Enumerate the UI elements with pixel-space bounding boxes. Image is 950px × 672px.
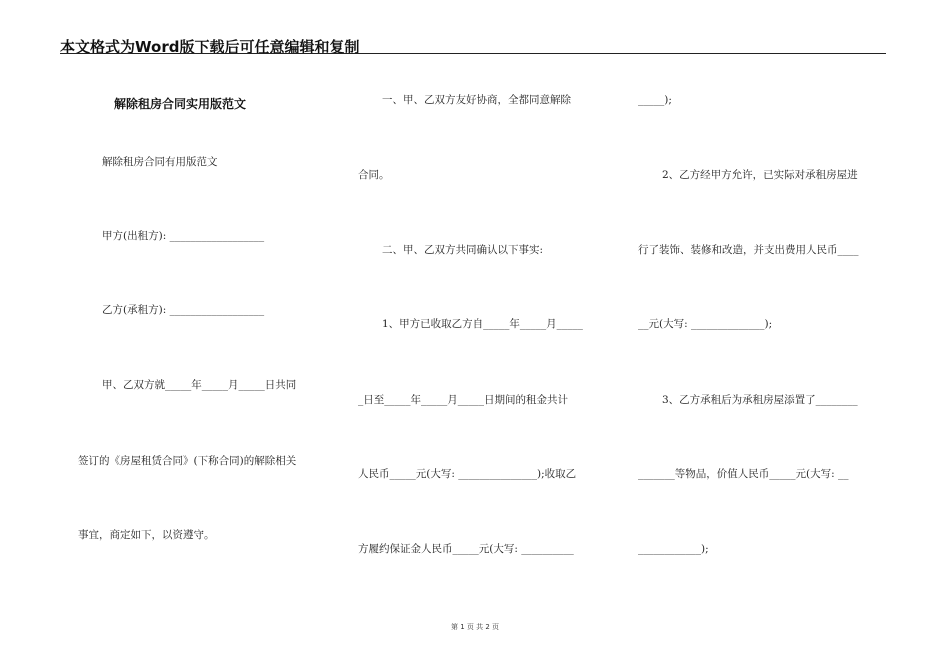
paragraph-line: 2、乙方经甲方允许，已实际对承租房屋进 bbox=[662, 169, 858, 181]
party-a-line: 甲方(出租方): __________________ bbox=[102, 230, 265, 242]
paragraph-line: _____); bbox=[638, 94, 672, 106]
paragraph-line: 合同。 bbox=[358, 169, 390, 181]
document-title: 解除租房合同实用版范文 bbox=[114, 97, 247, 111]
paragraph-line: 1、甲方已收取乙方自_____年_____月_____ bbox=[382, 318, 583, 330]
paragraph-line: 事宜，商定如下，以资遵守。 bbox=[78, 529, 215, 541]
paragraph-line: __元(大写: ______________); bbox=[638, 318, 773, 330]
party-b-line: 乙方(承租方): __________________ bbox=[102, 304, 265, 316]
paragraph-line: 人民币_____元(大写: _______________);收取乙 bbox=[358, 468, 577, 480]
header-divider bbox=[60, 53, 886, 54]
paragraph-line: 解除租房合同有用版范文 bbox=[102, 156, 218, 168]
page-header: 本文格式为Word版下载后可任意编辑和复制 bbox=[60, 38, 360, 56]
paragraph-line: ____________); bbox=[638, 543, 709, 555]
page-number: 第 1 页 共 2 页 bbox=[450, 623, 500, 631]
paragraph-line: 一、甲、乙双方友好协商，全都同意解除 bbox=[382, 94, 571, 106]
paragraph-line: 方履约保证金人民币_____元(大写: __________ bbox=[358, 543, 574, 555]
paragraph-line: 行了装饰、装修和改造，并支出费用人民币____ bbox=[638, 244, 859, 256]
paragraph-line: 签订的《房屋租赁合同》(下称合同)的解除相关 bbox=[78, 455, 297, 467]
paragraph-line: _______等物品，价值人民币_____元(大写: __ bbox=[638, 468, 849, 480]
paragraph-line: _日至_____年_____月_____日期间的租金共计 bbox=[358, 394, 568, 406]
paragraph-line: 甲、乙双方就_____年_____月_____日共同 bbox=[102, 379, 297, 391]
paragraph-line: 3、乙方承租后为承租房屋添置了________ bbox=[662, 394, 858, 406]
paragraph-line: 二、甲、乙双方共同确认以下事实: bbox=[382, 244, 544, 256]
